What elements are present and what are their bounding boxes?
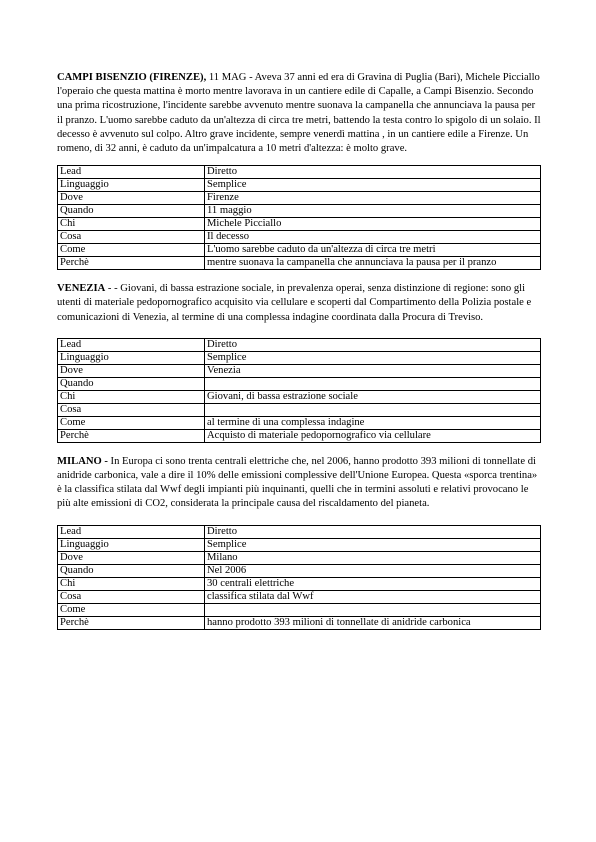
article-body: In Europa ci sono trenta centrali elettriche che, nel 2006, hanno prodotto 393 milioni di tonnellate di anidride carbonica, vale a dire il 10% delle emissioni complessive dell'Unione Europea. Questa «sporca trentina» è la classifica stilata dal Wwf degli impianti più inquinanti, quelli che in termini assoluti e relativi provocano le più alte emissioni di CO2, considerata la principale causa del riscaldamento del pianeta.	[57, 455, 538, 510]
table-cell-key: Quando	[58, 564, 205, 577]
table-cell-value: Diretto	[205, 166, 541, 179]
table-row	[58, 179, 541, 192]
article-paragraph	[57, 71, 541, 156]
table-cell-key: Chi	[58, 390, 205, 403]
analysis-table	[57, 525, 541, 630]
table-row	[58, 551, 541, 564]
article-dateline: MILANO -	[57, 455, 108, 467]
table-cell-value	[205, 377, 541, 390]
article-body: - - Giovani, di bassa estrazione sociale, in prevalenza operai, senza distinzione di regione: sono gli utenti di materiale pedopornografico acquisito via cellulare e scoperti dal Compartimento della Polizia postale e comunicazioni di Venezia, al termine di una complessa indagine coordinata dalla Procura di Treviso.	[57, 283, 532, 323]
table-cell-key: Lead	[58, 338, 205, 351]
table-cell-value: Nel 2006	[205, 564, 541, 577]
table-cell-key: Come	[58, 603, 205, 616]
table-row	[58, 205, 541, 218]
table-cell-value	[205, 403, 541, 416]
table-cell-key: Linguaggio	[58, 538, 205, 551]
table-cell-key: Dove	[58, 364, 205, 377]
table-row	[58, 338, 541, 351]
table-row	[58, 577, 541, 590]
table-cell-key: Cosa	[58, 231, 205, 244]
table-row	[58, 525, 541, 538]
table-cell-value: Semplice	[205, 538, 541, 551]
table-cell-value: Milano	[205, 551, 541, 564]
article-campi-bisenzio	[57, 71, 541, 270]
table-row	[58, 538, 541, 551]
table-row	[58, 166, 541, 179]
article-body: 11 MAG - Aveva 37 anni ed era di Gravina di Puglia (Bari), Michele Picciallo l'operaio che questa mattina è morto mentre lavorava in un cantiere edile di Capalle, a Campi Bisenzio. Secondo una prima ricostruzione, l'incidente sarebbe avvenuto mentre suonava la campanella che annunciava la pausa per il pranzo. L'uomo sarebbe caduto da un'altezza di circa tre metri, battendo la testa contro lo spigolo di un solaio. Il decesso è avvenuto sul colpo. Altro grave incidente, sempre venerdì mattina , in un cantiere edile a Firenze. Un romeno, di 32 anni, è caduto da un'impalcatura a 10 metri d'altezza: è molto grave.	[57, 72, 541, 155]
table-cell-key: Linguaggio	[58, 179, 205, 192]
table-row	[58, 244, 541, 257]
table-cell-value: hanno prodotto 393 milioni di tonnellate di anidride carbonica	[205, 616, 541, 629]
table-cell-key: Chi	[58, 218, 205, 231]
table-row	[58, 603, 541, 616]
table-row	[58, 616, 541, 629]
article-milano	[57, 455, 541, 630]
table-row	[58, 429, 541, 442]
table-cell-value: 30 centrali elettriche	[205, 577, 541, 590]
table-cell-key: Perchè	[58, 257, 205, 270]
table-row	[58, 377, 541, 390]
table-cell-value: Michele Picciallo	[205, 218, 541, 231]
table-cell-key: Quando	[58, 377, 205, 390]
analysis-table	[57, 165, 541, 270]
table-row	[58, 364, 541, 377]
table-cell-key: Quando	[58, 205, 205, 218]
article-dateline: VENEZIA	[57, 283, 106, 295]
table-cell-value: al termine di una complessa indagine	[205, 416, 541, 429]
table-cell-value: 11 maggio	[205, 205, 541, 218]
table-cell-key: Dove	[58, 192, 205, 205]
document-page	[57, 71, 541, 642]
table-row	[58, 416, 541, 429]
table-cell-value: Il decesso	[205, 231, 541, 244]
table-cell-key: Lead	[58, 525, 205, 538]
table-cell-key: Linguaggio	[58, 351, 205, 364]
table-cell-key: Lead	[58, 166, 205, 179]
table-row	[58, 590, 541, 603]
table-row	[58, 192, 541, 205]
table-cell-value: L'uomo sarebbe caduto da un'altezza di circa tre metri	[205, 244, 541, 257]
table-row	[58, 231, 541, 244]
table-cell-value: Acquisto di materiale pedopornografico via cellulare	[205, 429, 541, 442]
table-cell-value	[205, 603, 541, 616]
table-cell-value: Diretto	[205, 525, 541, 538]
table-cell-value: Diretto	[205, 338, 541, 351]
article-dateline: CAMPI BISENZIO (FIRENZE),	[57, 72, 207, 83]
analysis-table	[57, 338, 541, 443]
table-cell-value: Giovani, di bassa estrazione sociale	[205, 390, 541, 403]
table-cell-key: Cosa	[58, 403, 205, 416]
table-cell-value: Firenze	[205, 192, 541, 205]
table-cell-value: mentre suonava la campanella che annunciava la pausa per il pranzo	[205, 257, 541, 270]
table-cell-key: Dove	[58, 551, 205, 564]
table-cell-key: Come	[58, 244, 205, 257]
article-venezia	[57, 282, 541, 443]
table-cell-key: Perchè	[58, 429, 205, 442]
table-cell-value: Semplice	[205, 351, 541, 364]
table-row	[58, 564, 541, 577]
table-cell-key: Cosa	[58, 590, 205, 603]
table-cell-value: Semplice	[205, 179, 541, 192]
table-cell-value: Venezia	[205, 364, 541, 377]
table-row	[58, 351, 541, 364]
table-cell-key: Chi	[58, 577, 205, 590]
table-cell-value: classifica stilata dal Wwf	[205, 590, 541, 603]
table-cell-key: Perchè	[58, 616, 205, 629]
table-cell-key: Come	[58, 416, 205, 429]
article-paragraph	[57, 455, 541, 512]
table-row	[58, 390, 541, 403]
article-paragraph	[57, 282, 541, 325]
table-row	[58, 403, 541, 416]
table-row	[58, 218, 541, 231]
table-row	[58, 257, 541, 270]
